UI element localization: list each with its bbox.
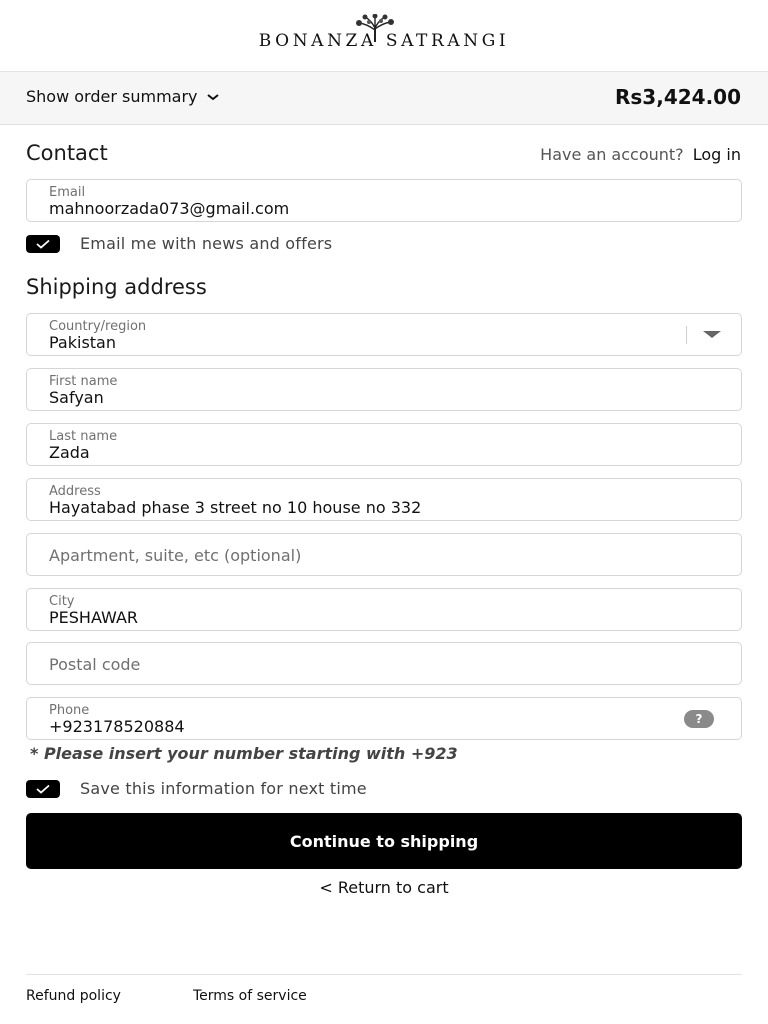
terms-of-service-link[interactable]: Terms of service — [193, 988, 307, 1004]
order-total: Rs3,424.00 — [615, 85, 741, 109]
first-name-value: Safyan — [49, 388, 104, 407]
login-link[interactable]: Log in — [692, 145, 741, 164]
email-value: mahnoorzada073@gmail.com — [49, 199, 290, 218]
postal-code-placeholder: Postal code — [49, 655, 141, 674]
newsletter-label: Email me with news and offers — [80, 234, 333, 253]
account-prompt-text: Have an account? — [540, 145, 684, 164]
apartment-field[interactable] — [26, 533, 742, 576]
save-info-label: Save this information for next time — [80, 779, 367, 798]
continue-to-shipping-button[interactable]: Continue to shipping — [26, 813, 742, 869]
city-label: City — [49, 594, 75, 609]
city-field[interactable] — [26, 588, 742, 631]
phone-field[interactable] — [26, 697, 742, 740]
country-label: Country/region — [49, 319, 147, 334]
newsletter-checkbox[interactable] — [26, 235, 60, 253]
shipping-address-title: Shipping address — [26, 275, 207, 299]
contact-title: Contact — [26, 141, 108, 165]
email-field[interactable] — [26, 179, 742, 222]
apartment-placeholder: Apartment, suite, etc (optional) — [49, 546, 302, 565]
order-summary-label: Show order summary — [26, 87, 198, 106]
newsletter-checkbox-row[interactable] — [26, 234, 332, 253]
postal-code-field[interactable] — [26, 642, 742, 685]
email-label: Email — [49, 185, 86, 200]
brand-logo-text[interactable]: BONANZA SATRANGI — [258, 31, 510, 51]
refund-policy-link[interactable]: Refund policy — [26, 988, 121, 1004]
checkmark-icon — [36, 784, 50, 794]
select-divider — [686, 326, 687, 344]
phone-format-note: * Please insert your number starting with +923 — [30, 744, 458, 763]
checkmark-icon — [36, 239, 50, 249]
address-label: Address — [49, 484, 101, 499]
save-info-checkbox[interactable] — [26, 780, 60, 798]
site-header — [0, 0, 768, 72]
first-name-label: First name — [49, 374, 118, 389]
phone-label: Phone — [49, 703, 90, 718]
show-order-summary-toggle[interactable] — [26, 87, 220, 106]
footer-divider — [26, 974, 742, 975]
help-icon[interactable]: ? — [684, 710, 714, 728]
phone-value: +923178520884 — [49, 717, 185, 736]
return-to-cart-link[interactable]: < Return to cart — [319, 878, 449, 897]
caret-down-icon — [703, 331, 721, 339]
chevron-down-icon — [206, 92, 220, 102]
last-name-field[interactable] — [26, 423, 742, 466]
city-value: PESHAWAR — [49, 608, 139, 627]
order-summary-bar — [0, 72, 768, 125]
address-field[interactable] — [26, 478, 742, 521]
last-name-label: Last name — [49, 429, 118, 444]
account-prompt — [540, 145, 741, 164]
last-name-value: Zada — [49, 443, 90, 462]
country-select[interactable] — [26, 313, 742, 356]
address-value: Hayatabad phase 3 street no 10 house no 332 — [49, 498, 422, 517]
country-value: Pakistan — [49, 333, 116, 352]
first-name-field[interactable] — [26, 368, 742, 411]
save-info-checkbox-row[interactable] — [26, 779, 367, 798]
